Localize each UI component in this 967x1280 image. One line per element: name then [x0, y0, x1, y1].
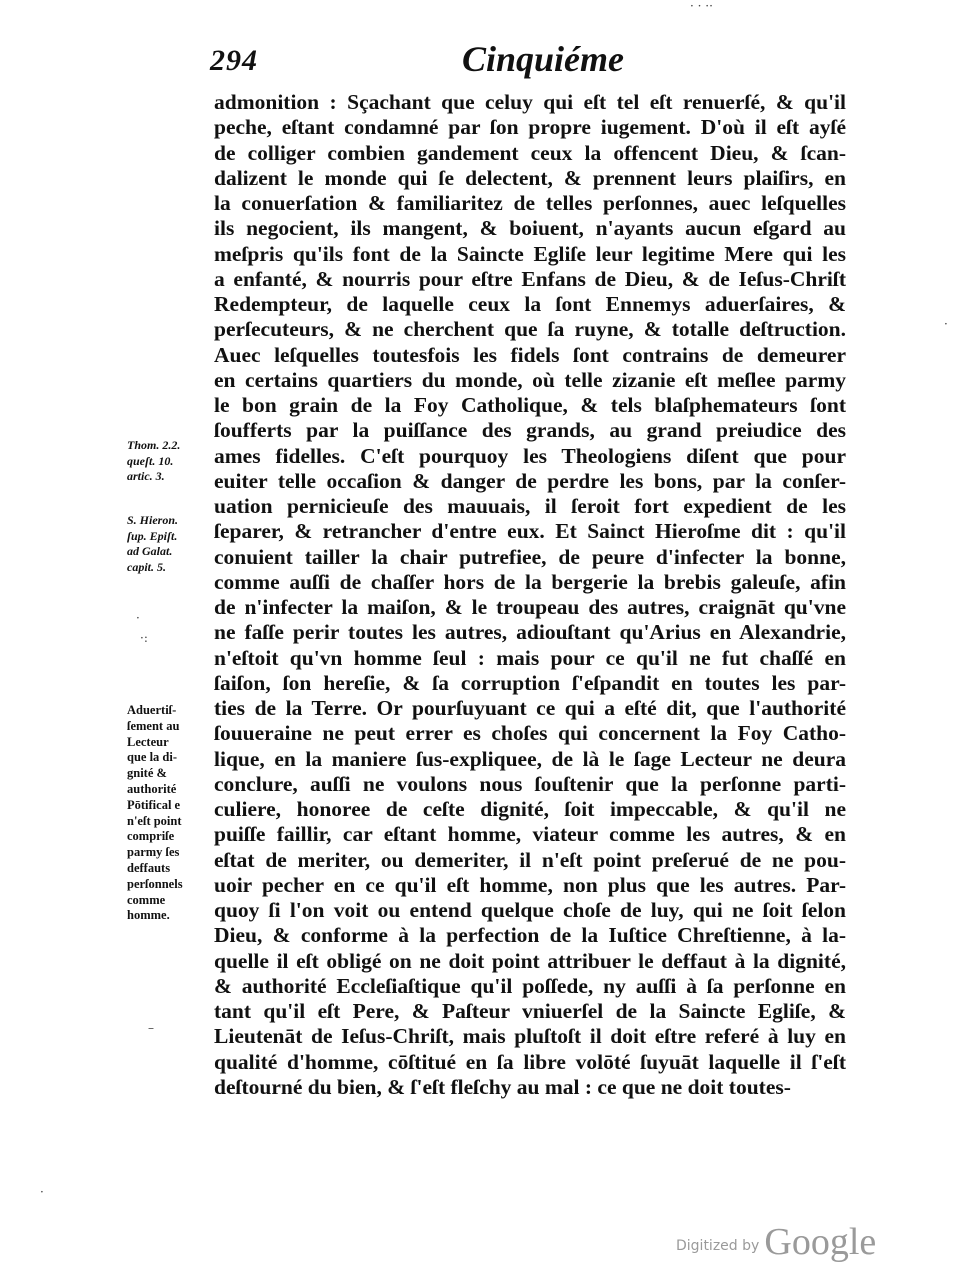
text-line: comme auſſi de chaſſer hors de la bergerie la brebis galeuſe, afin — [214, 569, 846, 594]
margin-note-line: que la di- — [127, 750, 178, 765]
text-line: dalizent le monde qui ſe delectent, & prennent leurs plaiſirs, en — [214, 165, 846, 190]
text-line: conclure, auſſi ne voulons nous ſouſtenir que la perſonne parti- — [214, 771, 846, 796]
text-line: deſtourné du bien, & ſ'eſt fleſchy au mal : ce que ne doit toutes- — [214, 1074, 791, 1099]
text-line: la conuerſation & familiaritez de telles perſonnes, auec leſquelles — [214, 191, 846, 215]
margin-note-hieronymus — [127, 513, 178, 575]
text-line: a enfanté, & nourris pour eſtre Enfans de Dieu, & de Ieſus-Chriſt — [214, 266, 846, 291]
margin-note-line: Aduertiſ- — [127, 703, 177, 717]
running-title: Cinquiéme — [462, 39, 625, 79]
text-line: meſpris qu'ils font de la Saincte Egliſe leur legitime Mere qui les — [214, 241, 846, 266]
digitized-by-text: Digitized by — [676, 1238, 760, 1254]
margin-note-line: gnité & — [127, 766, 167, 781]
scan-speck: – — [148, 1021, 154, 1035]
margin-note-line: queſt. 10. — [127, 453, 174, 468]
page-number: 294 — [210, 44, 258, 77]
text-line: quelle il eſt obligé on ne doit point attribuer le deffaut à la dignité, — [214, 948, 846, 973]
text-line: de colliger combien gandement ceux la offencent Dieu, & ſcan- — [214, 140, 846, 165]
scan-speck: · — [944, 317, 948, 331]
text-line: uoir pecher en ce qu'il eſt homme, non plus que les autres. Par- — [214, 872, 846, 897]
margin-note-line: n'eſt point — [127, 813, 182, 828]
margin-note-line: Pōtifical e — [127, 797, 181, 812]
scan-speck: · — [40, 1185, 44, 1199]
text-line: Redempteur, de laquelle ceux la ſont Ennemys aduerſaires, & — [214, 292, 846, 316]
margin-note-line: homme. — [127, 908, 170, 923]
margin-note-line: Thom. 2.2. — [127, 438, 181, 452]
margin-note-line: comme — [127, 892, 166, 907]
margin-note-line: ſement au — [127, 718, 180, 733]
text-line: Dieu, & conforme à la perfection de la Iuſtice Chreſtienne, à la- — [214, 923, 846, 948]
text-line: lique, en la maniere ſus-expliquee, de là le ſage Lecteur ne deura — [214, 746, 846, 771]
google-logo: Google — [764, 1221, 877, 1263]
text-line: puiſſe faillir, car eſtant homme, viateur comme les autres, & en — [214, 822, 846, 847]
scan-speck: · — [136, 611, 140, 625]
text-line: & authorité Eccleſiaſtique qu'il poſſede, ny auſſi à ſa perſonne en — [214, 973, 846, 998]
text-line: perſecuteurs, & ne cherchent que ſa ruyne, & totalle deſtruction. — [214, 317, 846, 342]
text-line: le bon grain de la Foy Catholique, & tels blaſphemateurs ſont — [214, 393, 846, 417]
text-line: admonition : Sçachant que celuy qui eſt tel eſt renuerſé, & qu'il — [214, 90, 846, 114]
text-line: Lieutenāt de Ieſus-Chriſt, mais pluſtoſt il doit eſtre referé à luy en — [214, 1024, 846, 1049]
body-text — [214, 90, 846, 1100]
text-line: ſouueraine ne peut errer es choſes qui concernent la Foy Catho- — [214, 721, 846, 746]
margin-note-line: ſup. Epiſt. — [127, 528, 178, 543]
text-line: ſoufferts par la puiſſance des grands, au grand preiudice des — [214, 418, 846, 443]
text-line: peche, eſtant condamné par ſon propre iugement. D'où il eſt ayſé — [214, 115, 846, 140]
text-line: tant qu'il eſt Pere, & Paſteur vniuerſel de la Saincte Egliſe, & — [214, 999, 846, 1023]
text-line: quoy ſi l'on voit ou entend quelque choſe de luy, qui ne ſoit ſelon — [214, 898, 846, 922]
margin-note-line: ad Galat. — [127, 544, 173, 558]
margin-note-advertissement — [127, 703, 183, 924]
text-line: eſtat de meriter, ou demeriter, il n'eſt point preſerué de ne pou- — [214, 847, 846, 872]
margin-note-line: authorité — [127, 781, 177, 796]
scan-speck: ·: — [140, 631, 148, 645]
text-line: en certains quartiers du monde, où telle zizanie eſt meſlee parmy — [214, 367, 846, 392]
margin-note-thomas — [127, 438, 180, 485]
margin-note-line: capit. 5. — [127, 559, 166, 574]
text-line: Auec leſquelles toutesfois les fidels ſont contrains de demeurer — [214, 342, 846, 367]
margin-note-line: S. Hieron. — [127, 513, 179, 527]
text-line: conuient tailler la chair putrefiee, de peure d'infecter la bonne, — [214, 544, 846, 569]
margin-note-line: deffauts — [127, 860, 171, 875]
digitized-by-watermark — [676, 1220, 876, 1264]
text-line: ils negocient, ils mangent, & boiuent, n'ayants aucun eſgard au — [214, 216, 846, 241]
margin-note-line: compriſe — [127, 829, 175, 844]
text-line: ne faſſe perir toutes les autres, adiouſtant qu'Arius en Alexandrie, — [214, 620, 846, 645]
margin-note-line: artic. 3. — [127, 469, 165, 483]
text-line: qualité d'homme, cōſtitué en ſa libre volōté ſuyuāt laquelle il ſ'eſt — [214, 1049, 846, 1074]
margin-note-line: parmy ſes — [127, 845, 180, 860]
text-line: de n'infecter la maiſon, & le troupeau des autres, craignāt qu'vne — [214, 595, 846, 619]
text-line: ties de la Terre. Or pourſuyuant ce qui a eſté dit, que l'authorité — [214, 696, 846, 720]
text-line: culiere, honoree de ceſte dignité, ſoit impeccable, & qu'il ne — [214, 797, 846, 821]
text-line: uation pernicieuſe des mauuais, il ſeroit fort expedient de les — [214, 494, 846, 518]
margin-note-line: perſonnels — [127, 876, 183, 891]
margin-note-line: Lecteur — [127, 734, 169, 749]
scan-speck: · · ·· — [690, 0, 713, 13]
text-line: euiter telle occaſion & danger de perdre les bons, par la conſer- — [214, 468, 846, 493]
text-line: ſeparer, & retrancher d'entre eux. Et Sainct Hieroſme dit : qu'il — [214, 519, 846, 544]
text-line: n'eſtoit qu'vn homme ſeul : mais pour ce qu'il ne fut chaſſé en — [214, 645, 846, 670]
text-line: ſaiſon, ſon hereſie, & ſa corruption ſ'eſpandit en toutes les par- — [214, 670, 846, 695]
text-line: ames fidelles. C'eſt pourquoy les Theologiens diſent que pour — [214, 443, 846, 468]
